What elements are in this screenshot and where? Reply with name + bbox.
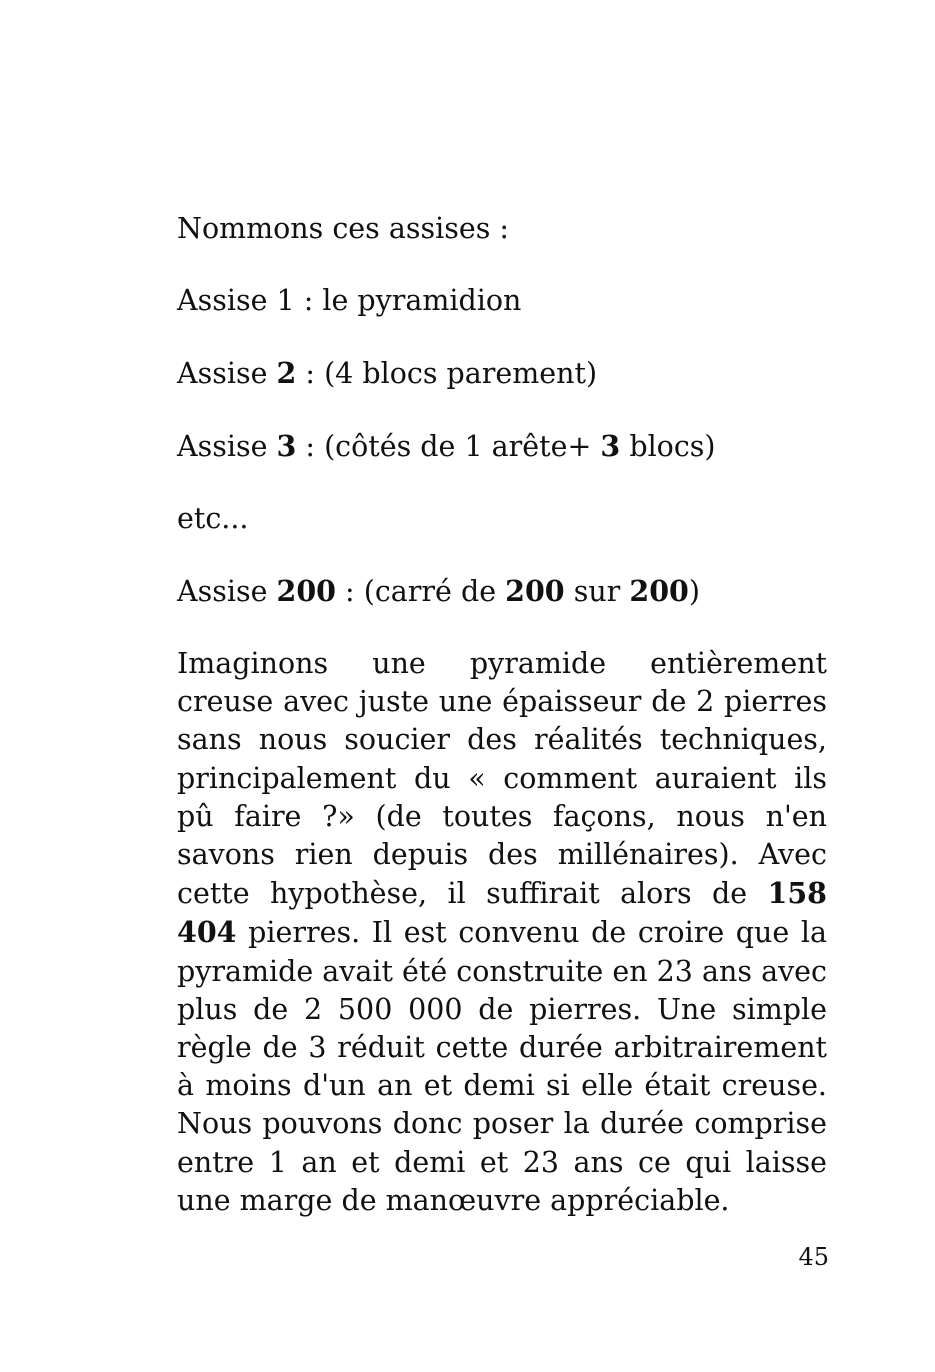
assise-3-suffix: blocs): [620, 430, 716, 463]
body-paragraph: [177, 645, 827, 1220]
assise-3-number: 3: [276, 429, 297, 463]
page-number: 45: [798, 1243, 829, 1271]
assise-1-line: Assise 1 : le pyramidion: [177, 284, 522, 317]
assise-200-side-b: 200: [629, 574, 689, 608]
assise-200-suffix: ): [688, 575, 700, 608]
paragraph-text-after: pierres. Il est convenu de croire que la pyramide avait été construite en 23 ans avec plus de 2 500 000 de pierres. Une simple règle de 3 réduit cette durée arbitrairement à moins d'un an et demi si elle était creuse. Nous pouvons donc poser la durée comprise entre 1 an et demi et 23 ans ce qui laisse une marge de manœuvre appréciable.: [177, 916, 827, 1217]
assise-200-number: 200: [276, 574, 336, 608]
assise-200-line: [177, 572, 827, 611]
assise-3-prefix: Assise: [177, 430, 277, 463]
assise-200-prefix: Assise: [177, 575, 277, 608]
stone-count: 158 404: [177, 876, 827, 950]
assise-200-middle-1: : (carré de: [336, 575, 506, 608]
assise-2-prefix: Assise: [177, 357, 277, 390]
assise-3-middle: : (côtés de 1 arête+: [296, 430, 601, 463]
paragraph-text-before: Imaginons une pyramide entièrement creuse avec juste une épaisseur de 2 pierres sans nous soucier des réalités techniques, principalement du « comment auraient ils pû faire ?» (de toutes façons, nous n'en savons rien depuis des millénaires). Avec cette hypothèse, il suffirait alors de: [177, 647, 827, 911]
assise-3-blocks-number: 3: [600, 429, 621, 463]
assise-2-number: 2: [276, 356, 297, 390]
assise-3-line: [177, 427, 827, 466]
assise-2-line: [177, 354, 827, 393]
etc-line: etc...: [177, 502, 249, 535]
page-body: [177, 210, 827, 1220]
intro-line: Nommons ces assises :: [177, 212, 509, 245]
assise-200-side-a: 200: [505, 574, 565, 608]
assise-2-suffix: : (4 blocs parement): [296, 357, 598, 390]
assise-200-middle-2: sur: [564, 575, 630, 608]
